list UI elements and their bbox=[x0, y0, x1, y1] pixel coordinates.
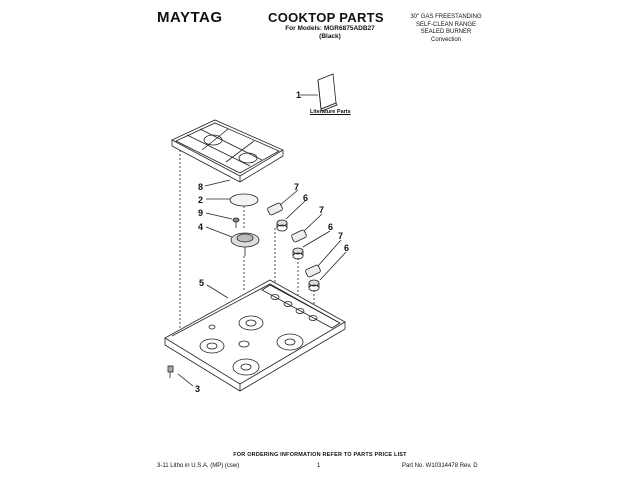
callout-5: 5 bbox=[199, 278, 205, 288]
callout-leader-5 bbox=[207, 285, 228, 298]
literature-parts-label: Literature Parts bbox=[310, 109, 351, 115]
litho-info: 3-11 Litho in U.S.A. (MP) (csw) bbox=[157, 463, 240, 469]
callout-7a: 7 bbox=[294, 182, 300, 192]
callout-leader-3 bbox=[178, 374, 193, 386]
desc-line-3: SEALED BURNER bbox=[420, 29, 472, 35]
knob-bezel-3 bbox=[309, 280, 319, 291]
brand-logo: MAYTAG bbox=[157, 9, 223, 26]
callout-6b: 6 bbox=[328, 222, 334, 232]
burner-screw bbox=[233, 218, 239, 228]
part-number: Part No. W10314478 Rev. D bbox=[402, 463, 478, 469]
desc-line-2: SELF-CLEAN RANGE bbox=[415, 21, 476, 28]
literature-booklet bbox=[318, 74, 337, 111]
page-title: COOKTOP PARTS bbox=[268, 10, 384, 25]
callout-6a: 6 bbox=[303, 193, 309, 203]
mounting-screw bbox=[168, 366, 173, 378]
callout-leader-8 bbox=[205, 180, 230, 186]
callout-9: 9 bbox=[198, 208, 204, 218]
callout-leader-9 bbox=[206, 213, 232, 219]
burner-base bbox=[231, 233, 259, 256]
callout-7c: 7 bbox=[338, 231, 344, 241]
knob-bezel-2 bbox=[293, 248, 303, 259]
burner-grate bbox=[172, 120, 283, 182]
callout-7b: 7 bbox=[319, 205, 325, 215]
callout-1: 1 bbox=[296, 90, 302, 100]
callout-3: 3 bbox=[195, 384, 201, 394]
callout-4: 4 bbox=[198, 222, 204, 232]
ordering-note: FOR ORDERING INFORMATION REFER TO PARTS PRICE LIST bbox=[233, 452, 407, 458]
callout-8: 8 bbox=[198, 182, 204, 192]
control-knob-2 bbox=[291, 229, 307, 242]
desc-line-1: 30" GAS FREESTANDING bbox=[410, 14, 482, 20]
cooktop-surface bbox=[165, 280, 345, 391]
callout-6c: 6 bbox=[344, 243, 350, 253]
burner-cap bbox=[230, 194, 258, 206]
control-knob-3 bbox=[305, 264, 321, 277]
model-color: (Black) bbox=[319, 33, 341, 40]
model-number: For Models: MGR6875ADB27 bbox=[285, 25, 375, 32]
callout-2: 2 bbox=[198, 195, 204, 205]
page-number: 1 bbox=[317, 463, 321, 469]
desc-line-4: Convection bbox=[430, 36, 462, 43]
knob-bezel-1 bbox=[277, 220, 287, 231]
callout-leader-4 bbox=[206, 227, 232, 237]
